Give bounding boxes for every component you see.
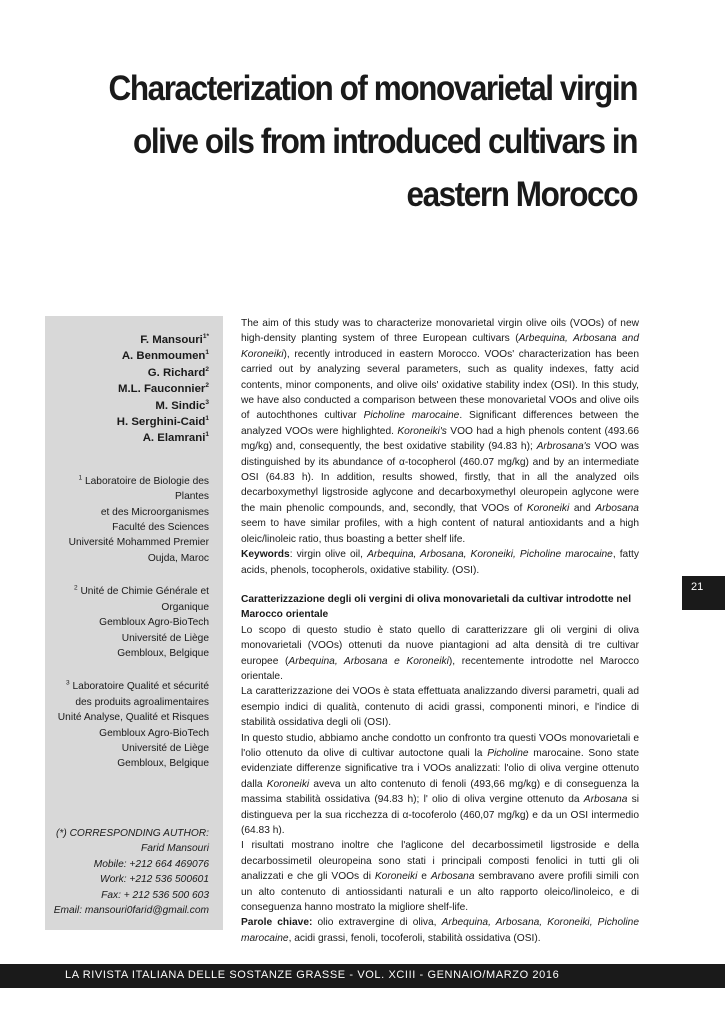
title-line-3: eastern Morocco <box>406 175 637 214</box>
author: M. Sindic$^3$ <box>155 398 209 412</box>
keywords-paragraph: Keywords: virgin olive oil, Arbequina, Arbosana, Koroneiki, Picholine marocaine, fatty acids, phenols, tocopherols, oxidative stability. (OSI). <box>241 549 639 576</box>
italian-paragraph-3: In questo studio, abbiamo anche condotto un confronto tra questi VOOs monovarietali e l'olio ottenuto da olive di cultivar autoctone quali la Picholine marocaine. Sono state evidenziate differenze significative tra i VOOs analizzati: l'olio di oliva vergine ottenuto dalla Koroneiki aveva un alto contenuto di fenoli (493,66 mg/kg) e di conseguenza la massima stabilità ossidativa (94.83 h); l' olio di oliva vergine ottenuto da Arbosana si distingueva per la sua ricchezza di α-tocoferolo (460,07 mg/kg) e da un OSI intermedio (64.83 h). <box>241 732 640 836</box>
italian-paragraph-1: Lo scopo di questo studio è stato quello di caratterizzare gli oli vergini di oliva monovarietali (VOOs) ottenuti da nuove piantagioni ad alta densità di tre cultivar europee (Arbequina, Arbosana e Koroneiki), recentemente introdotte nel Marocco orientale. <box>241 624 639 682</box>
article-title <box>97 62 637 221</box>
corresponding-email[interactable]: Email: mansouri0farid@gmail.com <box>53 905 209 917</box>
italian-keywords: Parole chiave: olio extravergine di oliva, Arbequina, Arbosana, Koroneiki, Picholine marocaine, acidi grassi, fenoli, tocoferoli, stabilità ossidativa (OSI). <box>241 917 639 944</box>
italian-paragraph-2: La caratterizzazione dei VOOs è stata effettuata analizzando diversi parametri, quali ad esempio indici di qualità, contenuto di acidi grassi, componenti minori, e l'indice di stabilità ossidativa degli oli (OSI). <box>241 686 639 729</box>
corresponding-author <box>39 826 209 918</box>
author-sidebar <box>45 316 223 930</box>
author: H. Serghini-Caid$^1$ <box>116 415 209 429</box>
page-number: 21 <box>682 576 725 610</box>
author: F. Mansouri$^{1*}$ <box>140 333 209 346</box>
corresponding-mobile: Mobile: +212 664 469076 <box>93 858 209 870</box>
italian-title: Caratterizzazione degli oli vergini di oliva monovarietali da cultivar introdotte nel Marocco orientale <box>241 593 632 621</box>
affiliation-2: $^2$ Unité de Chimie Générale et Organique Gembloux Agro-BioTech Université de Liège Gembloux, Belgique <box>73 584 209 659</box>
corresponding-fax: Fax: + 212 536 500 603 <box>101 889 209 901</box>
author: A. Elamrani$^1$ <box>142 431 209 445</box>
corresponding-heading: (*) CORRESPONDING AUTHOR: <box>55 828 209 839</box>
abstract-paragraph: The aim of this study was to characterize monovarietal virgin olive oils (VOOs) of new high-density planting system of three European cultivars (Arbequina, Arbosana and Koroneiki), recently introduced in eastern Morocco. VOOs' characterization has been carried out by analyzing several parameters, such as quality indexes, fatty acid contents, minor components, and olive oils' oxidative stability index (OSI). In this study, we have also conducted a comparison between these monovarietal VOOs and olive oils of autochthones cultivar Picholine marocaine. Significant differences between the analyzed VOOs were highlighted. Koroneiki's VOO had a high phenols content (493.66 mg/kg) and, consequently, the best oxidative stability (94.83 h); Arbrosana's VOO was distinguished by its abundance of α-tocopherol (460.07 mg/kg) and by an intermediate OSI (64.83 h). In addition, results showed, firstly, that in all the analyzed oils decarboxymethyl ligstroside aglycone and decarboxymethyl oleuropein aglycone were the main phenolic compounds, and, secondly, that VOOs of Koroneiki and Arbosana seem to have similar profiles, with a high content of natural antioxidants and a high oleic/linoleic ratio, thus boasting a better shelf life. <box>241 318 640 545</box>
corresponding-work: Work: +212 536 500601 <box>99 874 209 886</box>
article-body <box>241 316 639 946</box>
author: A. Benmoumen$^1$ <box>121 349 209 363</box>
italian-paragraph-4: I risultati mostrano inoltre che l'aglicone del decarbossimetil ligstroside e della decarbossimetil oleuropeina sono stati i principali composti fenolici in tutti gli oli analizzati e che gli VOOs di Koroneiki e Arbosana sembravano avere profili simili con un alto contenuto di antiossidanti naturali e un alto rapporto oleico/linoleico, e di conseguenza hanno mostrato la migliore shelf-life. <box>241 840 640 914</box>
corresponding-name: Farid Mansouri <box>141 843 209 855</box>
author: M.L. Fauconnier$^2$ <box>118 382 209 396</box>
affiliation-3: $^3$ Laboratoire Qualité et sécurité des produits agroalimentaires Unité Analyse, Qualité et Risques Gembloux Agro-BioTech Université de Liège Gembloux, Belgique <box>57 679 209 770</box>
journal-footer: LA RIVISTA ITALIANA DELLE SOSTANZE GRASSE - VOL. XCIII - GENNAIO/MARZO 2016 <box>0 964 725 988</box>
affiliation-1: $^1$ Laboratoire de Biologie des Plantes et des Microorganismes Faculté des Sciences Université Mohammed Premier Oujda, Maroc <box>68 474 209 564</box>
author-list <box>45 332 209 447</box>
title-line-1: Characterization of monovarietal virgin <box>108 69 637 108</box>
title-line-2: olive oils from introduced cultivars in <box>133 122 638 161</box>
author: G. Richard$^2$ <box>147 366 209 379</box>
